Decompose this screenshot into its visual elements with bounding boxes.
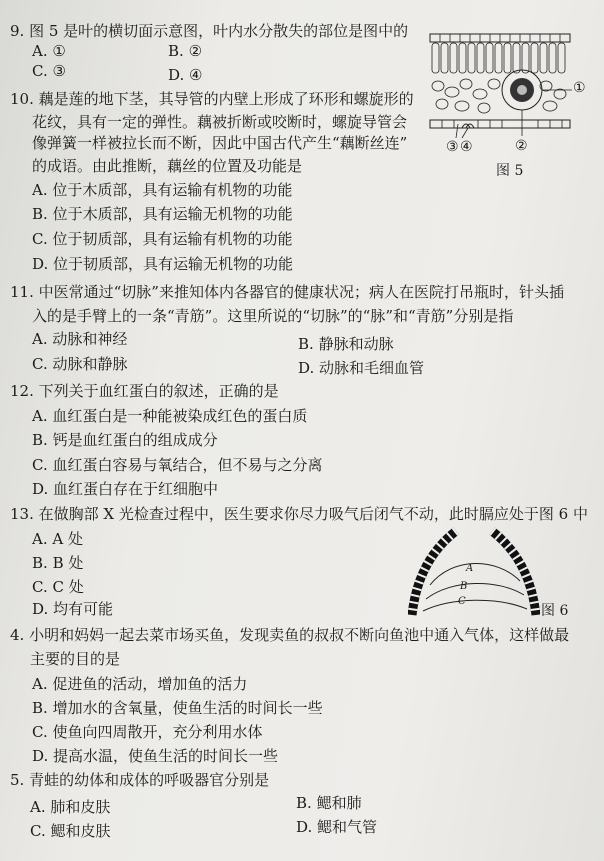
q11-stem-line-1: 11. 中医常通过“切脉”来推知体内各器官的健康状况；病人在医院打吊瓶时，针头插 xyxy=(10,283,564,301)
figure6-label-c: C xyxy=(458,596,466,607)
figure5-marker-1: ① xyxy=(573,80,586,96)
q9-option-d: D. ④ xyxy=(168,66,203,84)
q11-option-a: A. 动脉和神经 xyxy=(32,330,128,348)
figure6-caption: 图 6 xyxy=(541,603,569,619)
q11-option-b: B. 静脉和动脉 xyxy=(298,335,394,353)
figure5-leaf-cross-section xyxy=(422,28,592,153)
figure6-ribcage-diaphragm xyxy=(408,527,540,619)
q14-option-b: B. 增加水的含氧量，使鱼生活的时间长一些 xyxy=(32,699,323,717)
q9-option-a: A. ① xyxy=(32,42,66,60)
q14-option-c: C. 使鱼向四周散开，充分利用水体 xyxy=(32,723,263,741)
q12-stem: 12. 下列关于血红蛋白的叙述，正确的是 xyxy=(10,382,279,400)
q12-number: 12. xyxy=(10,382,34,400)
q9-option-c: C. ③ xyxy=(32,62,66,80)
q14-option-a: A. 促进鱼的活动，增加鱼的活力 xyxy=(32,675,248,693)
figure5-caption: 图 5 xyxy=(496,163,524,179)
q9-option-b: B. ② xyxy=(168,42,203,60)
q12-option-a: A. 血红蛋白是一种能被染成红色的蛋白质 xyxy=(32,407,308,425)
q11-option-c: C. 动脉和静脉 xyxy=(32,355,128,373)
q10-stem-line-2: 花纹，具有一定的弹性。藕被折断或咬断时，螺旋导管会 xyxy=(32,113,408,131)
q11-option-d: D. 动脉和毛细血管 xyxy=(298,359,425,377)
q12-option-d: D. 血红蛋白存在于红细胞中 xyxy=(32,480,219,498)
q10-stem-line-3: 像弹簧一样被拉长而不断，因此中国古代产生“藕断丝连” xyxy=(32,134,408,152)
q10-option-d: D. 位于韧质部，具有运输无机物的功能 xyxy=(32,255,294,273)
q15-number: 5. xyxy=(10,771,25,789)
q13-number: 13. xyxy=(10,505,34,523)
q10-stem-line-1: 10. 藕是莲的地下茎，其导管的内壁上形成了环形和螺旋形的 xyxy=(10,90,414,108)
q13-option-d: D. 均有可能 xyxy=(32,600,114,618)
q14-option-d: D. 提高水温，使鱼生活的时间长一些 xyxy=(32,747,279,765)
q15-option-b: B. 鳃和肺 xyxy=(296,794,362,812)
figure6-label-b: B xyxy=(460,581,468,592)
figure5-marker-4: ④ xyxy=(460,139,473,155)
q13-option-c: C. C 处 xyxy=(32,578,84,596)
q10-stem-line-4: 的成语。由此推断，藕丝的位置及功能是 xyxy=(32,157,303,175)
q15-stem: 5. 青蛙的幼体和成体的呼吸器官分别是 xyxy=(10,771,270,789)
q9-number: 9. xyxy=(10,22,25,40)
q15-option-c: C. 鳃和皮肤 xyxy=(30,822,111,840)
q9-stem xyxy=(10,22,408,40)
q14-stem-line-1: 4. 小明和妈妈一起去菜市场买鱼，发现卖鱼的叔叔不断向鱼池中通入气体，这样做最 xyxy=(10,626,570,644)
figure5-marker-2: ② xyxy=(515,138,528,154)
q15-option-a: A. 肺和皮肤 xyxy=(30,798,111,816)
q11-stem-line-2: 入的是手臂上的一条“青筋”。这里所说的“切脉”的“脉”和“青筋”分别是指 xyxy=(32,307,514,325)
q13-option-a: A. A 处 xyxy=(32,530,83,548)
q10-option-b: B. 位于木质部，具有运输无机物的功能 xyxy=(32,205,293,223)
q12-option-b: B. 钙是血红蛋白的组成成分 xyxy=(32,431,218,449)
q11-number: 11. xyxy=(10,283,34,301)
q12-option-c: C. 血红蛋白容易与氧结合，但不易与之分离 xyxy=(32,456,323,474)
q15-option-d: D. 鳃和气管 xyxy=(296,818,378,836)
q10-option-c: C. 位于韧质部，具有运输有机物的功能 xyxy=(32,230,293,248)
q13-option-b: B. B 处 xyxy=(32,554,84,572)
q9-stem-line-1: 图 5 是叶的横切面示意图，叶内水分散失的部位是图中的 xyxy=(29,22,409,40)
q14-number: 4. xyxy=(10,626,25,644)
q10-number: 10. xyxy=(10,90,34,108)
q14-stem-line-2: 主要的目的是 xyxy=(30,650,121,668)
figure6-label-a: A xyxy=(466,563,474,574)
figure5-marker-3: ③ xyxy=(446,139,459,155)
q13-stem: 13. 在做胸部 X 光检查过程中，医生要求你尽力吸气后闭气不动，此时膈应处于图 6 中 xyxy=(10,505,588,523)
q10-option-a: A. 位于木质部，具有运输有机物的功能 xyxy=(32,181,293,199)
